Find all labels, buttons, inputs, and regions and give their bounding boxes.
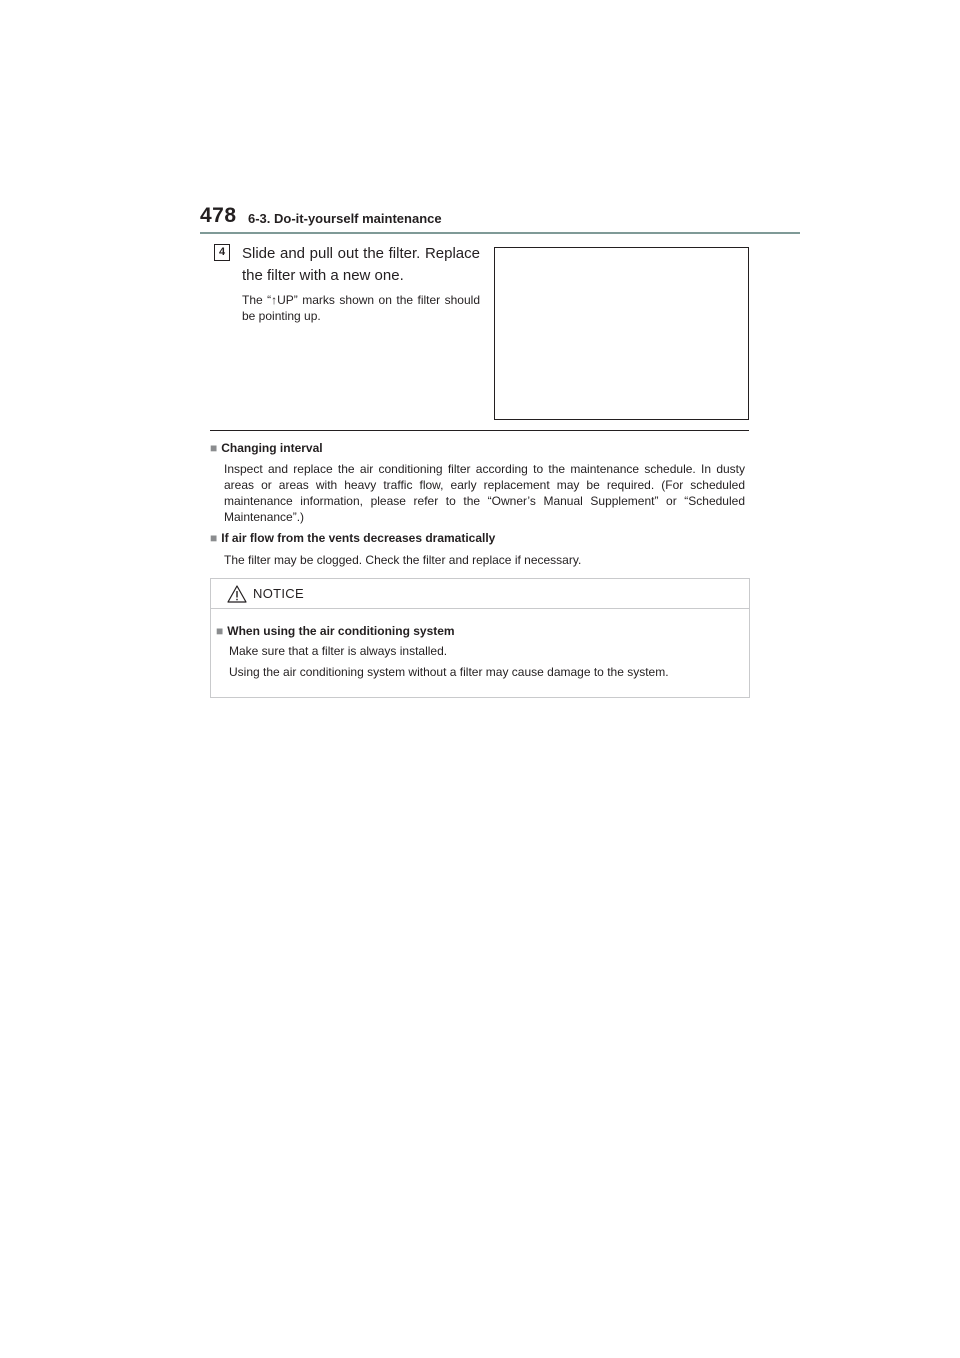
notice-header — [211, 579, 749, 609]
notice-subheading — [216, 624, 455, 638]
header-rule — [200, 232, 800, 234]
square-bullet-icon: ■ — [210, 531, 218, 545]
info-body-changing-interval: Inspect and replace the air conditioning filter according to the maintenance schedule. In dusty areas or areas with heavy traffic flow, early replacement may be required. (For scheduled maintenance information, please refer to the “Owner’s Manual Supplement” or “Scheduled Maintenance”.) — [224, 462, 745, 524]
step-number-badge: 4 — [214, 244, 230, 261]
section-divider — [210, 430, 749, 431]
notice-line-1: Make sure that a filter is always installed. — [229, 644, 448, 658]
notice-title: NOTICE — [253, 586, 304, 601]
warning-triangle-icon — [227, 585, 247, 603]
step-note: The “↑UP” marks shown on the filter should be pointing up. — [242, 293, 480, 323]
info-heading-air-flow — [210, 531, 495, 545]
step-illustration — [494, 247, 749, 420]
square-bullet-icon: ■ — [216, 624, 224, 638]
info-heading-text: If air flow from the vents decreases dramatically — [221, 531, 496, 545]
info-body-air-flow: The filter may be clogged. Check the filter and replace if necessary. — [224, 553, 582, 567]
notice-box — [210, 578, 750, 698]
info-heading-text: Changing interval — [221, 441, 323, 455]
page-number: 478 — [200, 204, 237, 227]
section-title: 6-3. Do-it-yourself maintenance — [248, 211, 442, 226]
step-instruction: Slide and pull out the filter. Replace the filter with a new one. — [242, 245, 480, 284]
info-heading-changing-interval — [210, 441, 323, 455]
notice-line-2: Using the air conditioning system without a filter may cause damage to the system. — [229, 665, 669, 679]
square-bullet-icon: ■ — [210, 441, 218, 455]
illustration-frame — [495, 248, 748, 419]
notice-subheading-text: When using the air conditioning system — [227, 624, 455, 638]
